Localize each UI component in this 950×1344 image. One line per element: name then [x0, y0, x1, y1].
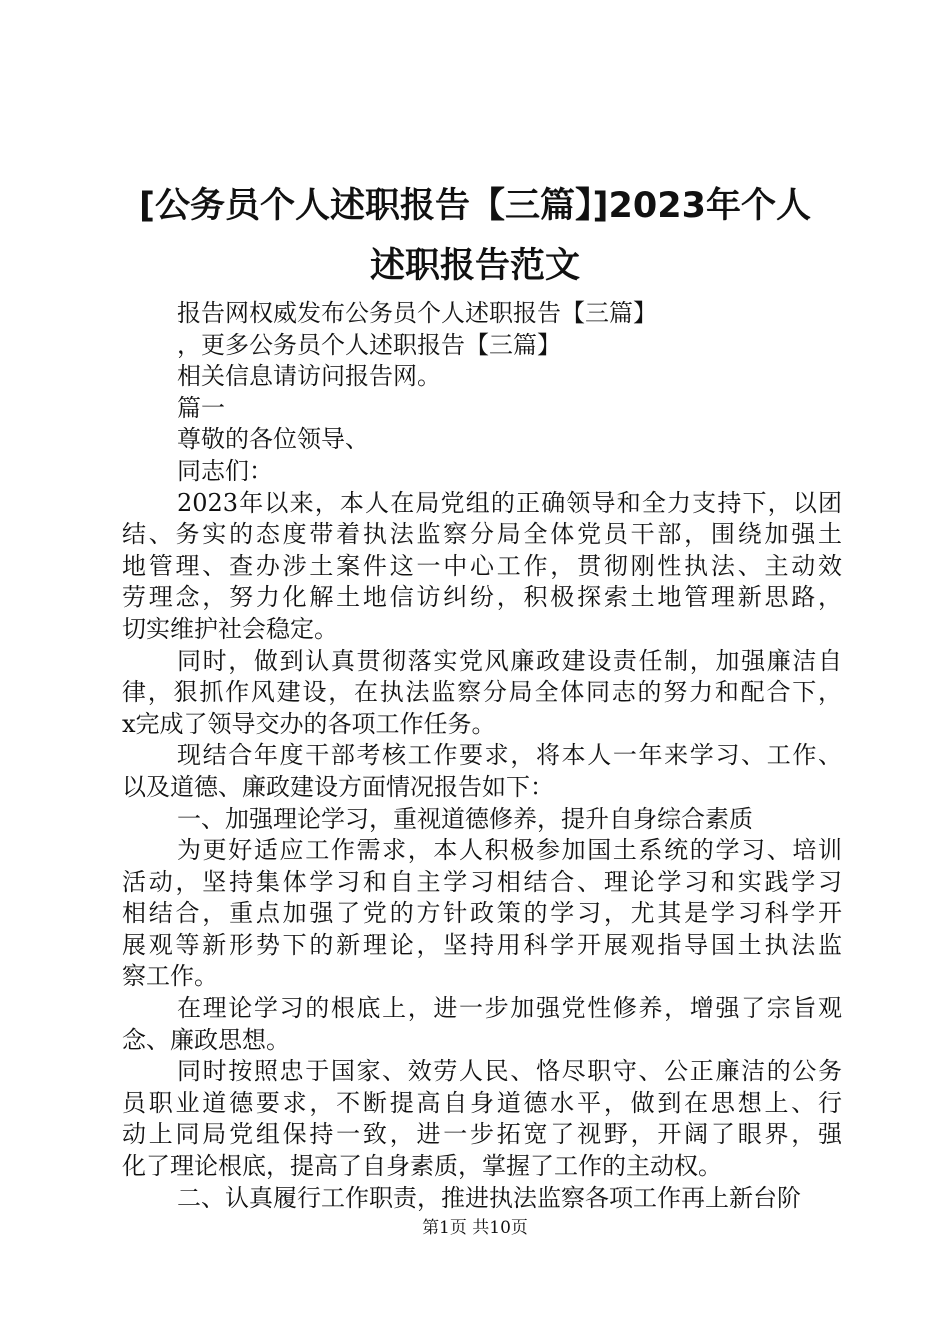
paragraph-line: 化了理论根底，提高了自身素质，掌握了工作的主动权。 [122, 1152, 722, 1181]
paragraph-line: ，更多公务员个人述职报告【三篇】 [177, 330, 561, 359]
paragraph-line: 动上同局党组保持一致，进一步拓宽了视野，开阔了眼界，强 [122, 1120, 842, 1149]
paragraph-line: 在理论学习的根底上，进一步加强党性修养，增强了宗旨观 [177, 994, 842, 1023]
paragraph-line: 察工作。 [122, 962, 218, 991]
paragraph-line: 同时按照忠于国家、效劳人民、恪尽职守、公正廉洁的公务 [177, 1057, 842, 1086]
paragraph-line: 同时，做到认真贯彻落实党风廉政建设责任制，加强廉洁自 [177, 646, 842, 675]
salutation-line: 尊敬的各位领导、 [177, 425, 369, 454]
paragraph-line: 切实维护社会稳定。 [122, 614, 338, 643]
paragraph-line: 2023年以来，本人在局党组的正确领导和全力支持下，以团 [177, 488, 842, 517]
document-title-line-1: [公务员个人述职报告【三篇】]2023年个人 [139, 186, 811, 226]
document-body [122, 298, 842, 1214]
document-title-line-2: 述职报告范文 [369, 246, 580, 286]
salutation-line: 同志们： [177, 456, 273, 485]
paragraph-line: 相关信息请访问报告网。 [177, 362, 441, 391]
paragraph-line: 地管理、查办涉土案件这一中心工作，贯彻刚性执法、主动效 [122, 551, 842, 580]
paragraph-line: 现结合年度干部考核工作要求，将本人一年来学习、工作、 [177, 741, 842, 770]
paragraph-line: x完成了领导交办的各项工作任务。 [122, 709, 496, 738]
paragraph-line: 展观等新形势下的新理论，坚持用科学开展观指导国土执法监 [122, 930, 842, 959]
paragraph-line: 劳理念，努力化解土地信访纠纷，积极探索土地管理新思路， [122, 583, 842, 612]
paragraph-line: 为更好适应工作需求，本人积极参加国土系统的学习、培训 [177, 836, 842, 865]
paragraph-line: 活动，坚持集体学习和自主学习相结合、理论学习和实践学习 [122, 867, 842, 896]
paragraph-line: 念、廉政思想。 [122, 1025, 290, 1054]
section-heading: 篇一 [177, 393, 225, 422]
paragraph-line: 员职业道德要求，不断提高自身道德水平，做到在思想上、行 [122, 1088, 842, 1117]
section-heading: 一、加强理论学习，重视道德修养，提升自身综合素质 [177, 804, 753, 833]
paragraph-line: 相结合，重点加强了党的方针政策的学习，尤其是学习科学开 [122, 899, 842, 928]
paragraph-line: 律，狠抓作风建设，在执法监察分局全体同志的努力和配合下， [122, 678, 842, 707]
paragraph-line: 报告网权威发布公务员个人述职报告【三篇】 [177, 299, 657, 327]
page-number-footer: 第1页 共10页 [422, 1218, 528, 1238]
paragraph-line: 结、务实的态度带着执法监察分局全体党员干部，围绕加强土 [122, 520, 842, 549]
section-heading: 二、认真履行工作职责，推进执法监察各项工作再上新台阶 [177, 1183, 801, 1212]
paragraph-line: 以及道德、廉政建设方面情况报告如下： [122, 772, 554, 801]
